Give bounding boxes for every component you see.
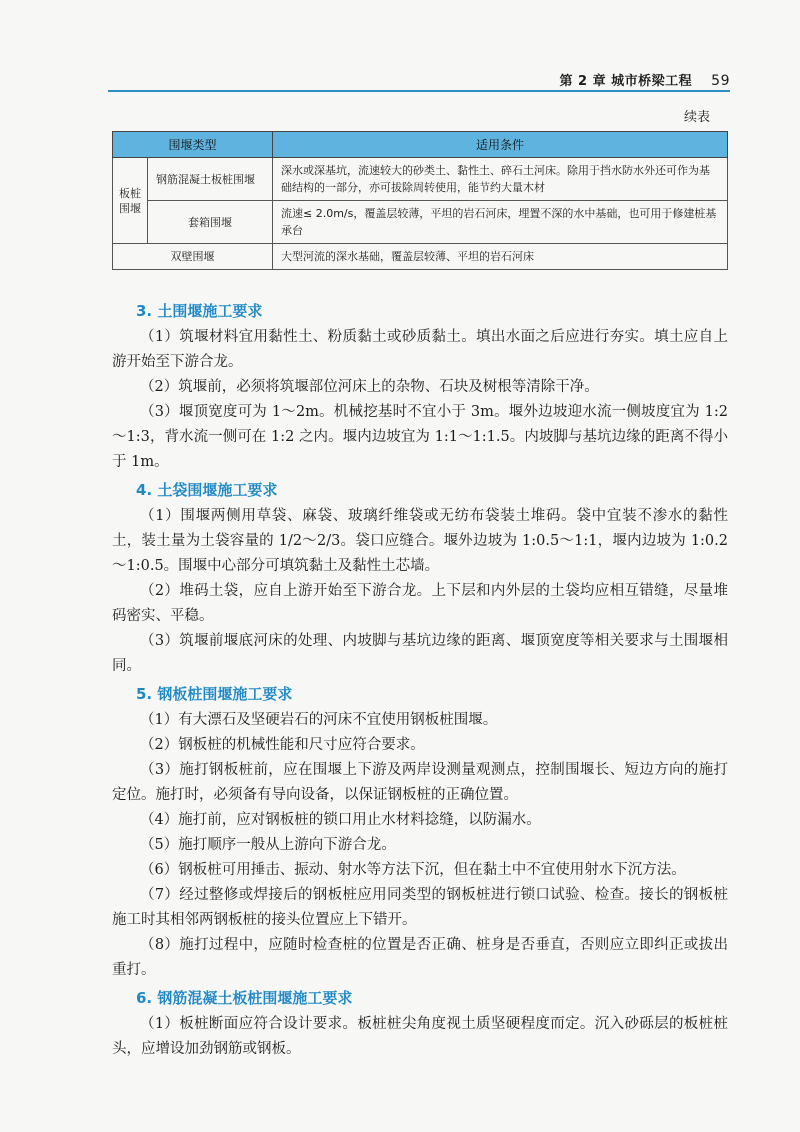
group-label: 板桩围堰 xyxy=(113,158,148,244)
continued-label: 续表 xyxy=(683,110,710,125)
section-heading: 3. 土围堰施工要求 xyxy=(136,302,263,320)
running-head xyxy=(560,70,730,89)
paragraph: （8）施打过程中，应随时检查桩的位置是否正确、桩身是否垂直，否则应立即纠正或拔出重打。 xyxy=(112,937,728,978)
paragraph: （3）筑堰前堰底河床的处理、内坡脚与基坑边缘的距离、堰顶宽度等相关要求与土围堰相同。 xyxy=(112,633,728,674)
condition-cell: 深水或深基坑，流速较大的砂类土、黏性土、碎石土河床。除用于挡水防水外还可作为基础结构的一部分，亦可拔除周转使用，能节约大量木材 xyxy=(273,158,728,201)
paragraph: （5）施打顺序一般从上游向下游合龙。 xyxy=(140,837,396,853)
cofferdam-table xyxy=(112,131,728,270)
header-condition: 适用条件 xyxy=(273,132,728,158)
table-row xyxy=(113,244,728,270)
paragraph: （1）有大漂石及坚硬岩石的河床不宜使用钢板桩围堰。 xyxy=(140,712,498,728)
paragraph: （7）经过整修或焊接后的钢板桩应用同类型的钢板桩进行锁口试验、检查。接长的钢板桩施工时其相邻两钢板桩的接头位置应上下错开。 xyxy=(112,887,728,928)
paragraph: （3）施打钢板桩前，应在围堰上下游及两岸设测量观测点，控制围堰长、短边方向的施打定位。施打时，必须备有导向设备，以保证钢板桩的正确位置。 xyxy=(112,762,728,803)
chapter-title: 第 2 章 城市桥梁工程 xyxy=(559,74,693,89)
table-header-row xyxy=(113,132,728,158)
type-cell: 套箱围堰 xyxy=(148,201,273,244)
paragraph: （2）钢板桩的机械性能和尺寸应符合要求。 xyxy=(140,737,425,753)
condition-cell: 大型河流的深水基础，覆盖层较薄、平坦的岩石河床 xyxy=(273,244,728,270)
paragraph: （3）堰顶宽度可为 1～2m。机械挖基时不宜小于 3m。堰外边坡迎水流一侧坡度宜为 1:2～1:3，背水流一侧可在 1:2 之内。堰内边坡宜为 1:1～1:1.5。内坡脚与基坑边缘的距离不得小于 1m。 xyxy=(112,404,728,470)
paragraph: （1）筑堰材料宜用黏性土、粉质黏土或砂质黏土。填出水面之后应进行夯实。填土应自上游开始至下游合龙。 xyxy=(112,329,728,370)
paragraph: （2）堆码土袋，应自上游开始至下游合龙。上下层和内外层的土袋均应相互错缝，尽量堆码密实、平稳。 xyxy=(112,583,728,624)
paragraph: （4）施打前，应对钢板桩的锁口用止水材料捻缝，以防漏水。 xyxy=(140,812,541,828)
paragraph: （2）筑堰前，必须将筑堰部位河床上的杂物、石块及树根等清除干净。 xyxy=(140,379,599,395)
paragraph: （1）板桩断面应符合设计要求。板桩桩尖角度视土质坚硬程度而定。沉入砂砾层的板桩桩头，应增设加劲钢筋或钢板。 xyxy=(112,1016,728,1057)
table-row xyxy=(113,158,728,201)
body-text xyxy=(112,296,728,1062)
section-heading: 6. 钢筋混凝土板桩围堰施工要求 xyxy=(136,989,353,1007)
paragraph: （6）钢板桩可用捶击、振动、射水等方法下沉，但在黏土中不宜使用射水下沉方法。 xyxy=(140,862,686,878)
condition-cell: 流速≤ 2.0m/s，覆盖层较薄，平坦的岩石河床，埋置不深的水中基础，也可用于修建桩基承台 xyxy=(273,201,728,244)
type-cell: 双壁围堰 xyxy=(113,244,273,270)
section-heading: 4. 土袋围堰施工要求 xyxy=(136,481,278,499)
table-row xyxy=(113,201,728,244)
paragraph: （1）围堰两侧用草袋、麻袋、玻璃纤维袋或无纺布袋装土堆码。袋中宜装不渗水的黏性土，装土量为土袋容量的 1/2～2/3。袋口应缝合。堰外边坡为 1:0.5～1:1，堰内边坡为 1:0.2～1:0.5。围堰中心部分可填筑黏土及黏性土芯墙。 xyxy=(112,508,728,574)
header-type: 围堰类型 xyxy=(113,132,273,158)
type-cell: 钢筋混凝土板桩围堰 xyxy=(148,158,273,201)
header-rule xyxy=(108,90,730,92)
section-heading: 5. 钢板桩围堰施工要求 xyxy=(136,685,293,703)
page-header xyxy=(108,66,730,92)
page-number: 59 xyxy=(711,73,730,89)
